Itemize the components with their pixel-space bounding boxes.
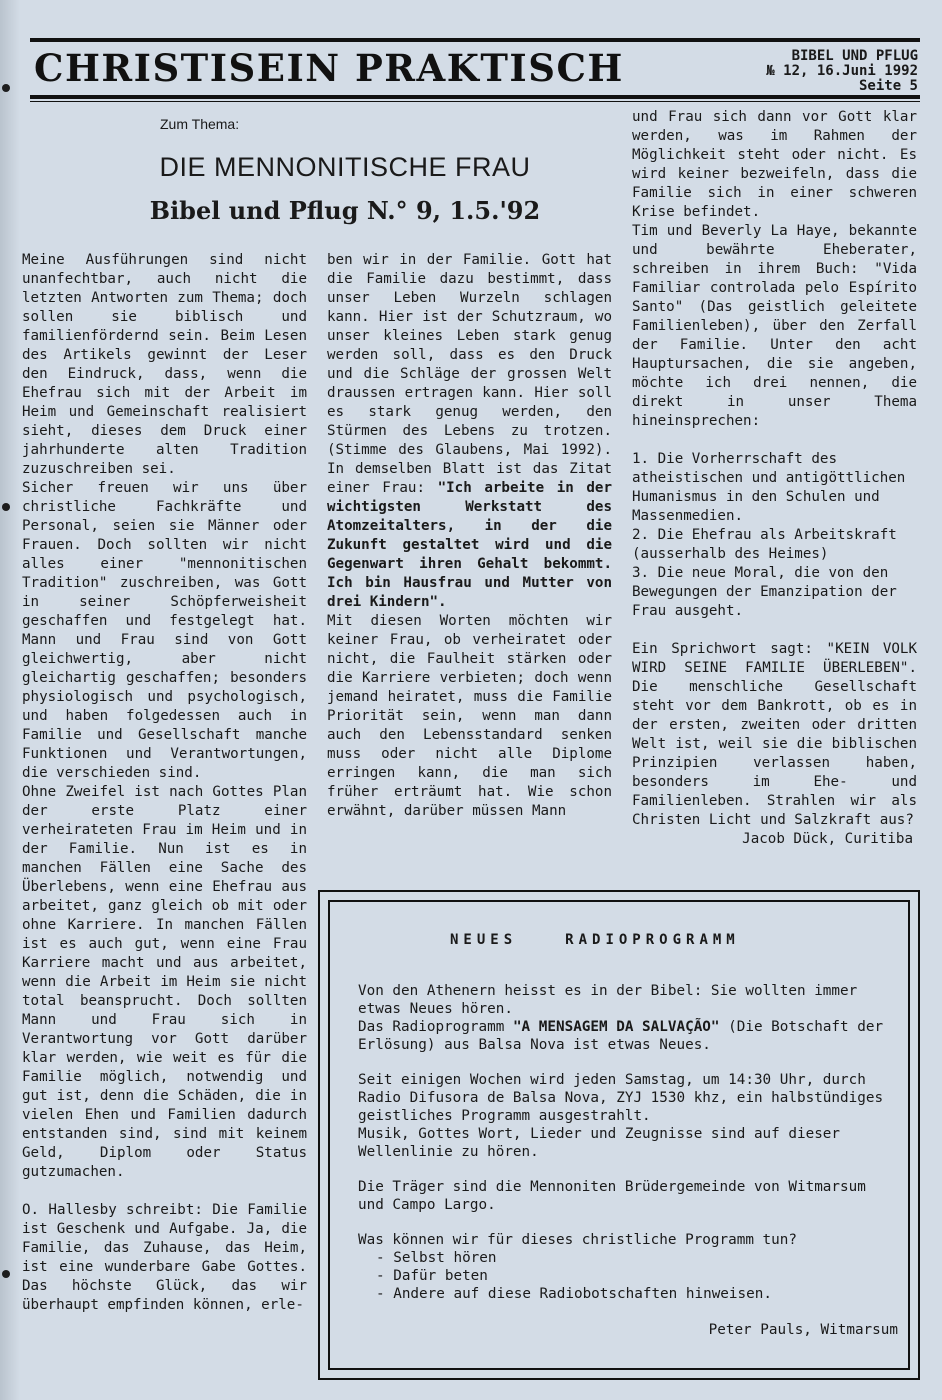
- article-column-1: [22, 251, 307, 1315]
- radio-box-text: [358, 982, 898, 1356]
- quote-text: "Ich arbeite in der wichtigsten Werkstatt des Atomzeitalters, in der die Zukunft gestaltet wird und die Gegenwart ihren Gehalt bekommt. Ich bin Hausfrau und Mutter von drei Kindern".: [327, 480, 613, 610]
- paragraph: Sicher freuen wir uns über christliche Fachkräfte und Personal, seien sie Männer oder Frauen. Doch sollten wir nicht alles einer "mennonitischen Tradition" zuschreiben, was Gott in seiner Schöpferweisheit geschaffen und festgelegt hat. Mann und Frau sind von Gott gleichwertig, aber nicht gleichartig geschaffen; besonders physiologisch und psychologisch, und haben folgedessen auch in Familie und Gesellschaft manche Funktionen und Verantwortungen, die verschieden sind.: [22, 480, 307, 781]
- paragraph-text: (Die Botschaft der Erlösung) aus Balsa Nova ist etwas Neues.: [358, 1019, 884, 1053]
- paragraph: Mit diesen Worten möchten wir keiner Frau, ob verheiratet oder nicht, die Faulheit stärken oder die Karriere verbieten; doch wenn jemand heiratet, muss die Familie Priorität sein, wenn man dann auch den Lebensstandard senken muss oder nicht alle Diplome erringen kann, die man sich früher erträumt hat. Wie schon erwähnt, darüber müssen Mann: [327, 613, 612, 819]
- list-item: - Dafür beten: [376, 1268, 488, 1284]
- article-kicker: Zum Thema:: [160, 116, 240, 132]
- radio-signature: Peter Pauls, Witmarsum: [708, 1322, 898, 1338]
- top-rule: [30, 38, 920, 42]
- paragraph: Ein Sprichwort sagt: "KEIN VOLK WIRD SEINE FAMILIE ÜBERLEBEN". Die menschliche Gesellschaft steht vor dem Bankrott, ob es in der ersten, zweiten oder dritten Welt ist, weil sie die biblischen Prinzipien verlassen haben, besonders im Ehe- und Familienleben. Strahlen wir als Christen Licht und Salzkraft aus?: [632, 641, 917, 828]
- paragraph: Ohne Zweifel ist nach Gottes Plan der erste Platz einer verheirateten Frau im Heim und in der Familie. Nun ist es in manchen Fällen eine Sache des Überlebens, wenn eine Ehefrau aus arbeitet, ganz gleich ob mit oder ohne Karriere. In manchen Fällen ist es auch gut, wenn eine Frau Karriere macht und aus arbeitet, wenn die Arbeit im Heim sie nicht total beansprucht. Doch sollten Mann und Frau sich in Verantwortung vor Gott darüber klar werden, wie weit es für die Familie möglich, notwendig und gut ist, denn die Schäden, die in vielen Ehen und Familien dadurch entstanden sind, sind mit keinem Geld, Diplom oder Status gutzumachen.: [22, 784, 307, 1180]
- paragraph-text: ben wir in der Familie. Gott hat die Familie dazu bestimmt, dass unser Leben Wurzeln schlagen kann. Hier ist der Schutzraum, wo unser kleines Leben stark genug werden soll, dass es den Druck und die Schläge der grossen Welt draussen ertragen kann. Hier soll es stark genug werden, den Stürmen des Lebens zu trotzen. (Stimme des Glaubens, Mai 1992). In demselben Blatt ist das Zitat einer Frau:: [327, 252, 612, 496]
- issue-number: № 12, 16.Juni 1992: [766, 63, 918, 79]
- list-item: - Selbst hören: [376, 1250, 497, 1266]
- page-number: Seite 5: [858, 78, 918, 94]
- page-edge-shadow: [0, 0, 20, 1400]
- radio-title-word: RADIOPROGRAMM: [565, 932, 740, 948]
- radio-box-title: [450, 932, 788, 948]
- paragraph: Tim und Beverly La Haye, bekannte und bewährte Eheberater, schreiben in ihrem Buch: "Vida Familiar controlada pelo Espírito Santo" (Das geistlich geleitete Familienleben), über den Zerfall der Familie. Unter den acht Hauptursachen, die sie angeben, möchte ich drei nennen, die direkt in unser Thema hineinsprechen:: [632, 223, 917, 429]
- paragraph: [358, 982, 898, 1054]
- radio-announcement-box: [318, 890, 920, 1380]
- paragraph: Seit einigen Wochen wird jeden Samstag, um 14:30 Uhr, durch Radio Difusora de Balsa Nova, ZYJ 1530 khz, ein halbstündiges geistliches Programm ausgestrahlt. Musik, Gottes Wort, Lieder und Zeugnisse sind auf dieser Wellenlinie zu hören.: [358, 1072, 884, 1160]
- numbered-list: 1. Die Vorherrschaft des atheistischen und antigöttlichen Humanismus in den Schulen und Massenmedien. 2. Die Ehefrau als Arbeitskraft (ausserhalb des Heimes) 3. Die neue Moral, die von den Bewegungen der Emanzipation der Frau ausgeht.: [632, 451, 906, 619]
- punch-hole: [2, 84, 10, 92]
- punch-hole: [2, 1270, 10, 1278]
- paragraph: Was können wir für dieses christliche Programm tun?: [358, 1232, 797, 1248]
- issue-info: [766, 49, 918, 94]
- article-title: DIE MENNONITISCHE FRAU: [159, 152, 531, 182]
- masthead-rule: [30, 95, 920, 99]
- radio-title-word: NEUES: [450, 932, 518, 948]
- paragraph: Meine Ausführungen sind nicht unanfechtbar, auch nicht die letzten Antworten zum Thema; doch sollen sie biblisch und familienfördernd sein. Beim Lesen des Artikels gewinnt der Leser den Eindruck, dass, wenn die Ehefrau sich mit der Arbeit im Heim und Gemeinschaft realisiert sieht, dieses dem Druck einer jahrhunderte alten Tradition zuzuschreiben sei.: [22, 252, 307, 477]
- paragraph: Die Träger sind die Mennoniten Brüdergemeinde von Witmarsum und Campo Largo.: [358, 1179, 866, 1213]
- list-item: - Andere auf diese Radiobotschaften hinweisen.: [376, 1286, 772, 1302]
- program-name: "A MENSAGEM DA SALVAÇÃO": [512, 1019, 720, 1035]
- article-column-2: [327, 251, 612, 821]
- article-column-3: [632, 108, 917, 849]
- masthead-rule-thin: [30, 101, 920, 102]
- paragraph: und Frau sich dann vor Gott klar werden, was im Rahmen der Möglichkeit steht oder nicht. Es wird keiner bezweifeln, dass die Familie sich in einer schweren Krise befindet.: [632, 109, 917, 220]
- article-subtitle: Bibel und Pflug N.° 9, 1.5.'92: [149, 196, 541, 225]
- punch-hole: [2, 503, 10, 511]
- paragraph: O. Hallesby schreibt: Die Familie ist Geschenk und Aufgabe. Ja, die Familie, das Zuhause, das Heim, ist eine wunderbare Gabe Gottes. Das höchste Glück, das wir überhaupt empfinden können, erle-: [22, 1202, 307, 1313]
- box-inner-frame: [328, 900, 910, 1370]
- action-list: [358, 1249, 898, 1303]
- publication-name: BIBEL UND PFLUG: [791, 48, 918, 64]
- paragraph-text: Von den Athenern heisst es in der Bibel: Sie wollten immer etwas Neues hören. Das Radioprogramm: [358, 983, 858, 1035]
- masthead-title: CHRISTISEIN PRAKTISCH: [34, 46, 624, 90]
- paragraph: [327, 251, 612, 612]
- author-signature: Jacob Dück, Curitiba: [742, 831, 913, 847]
